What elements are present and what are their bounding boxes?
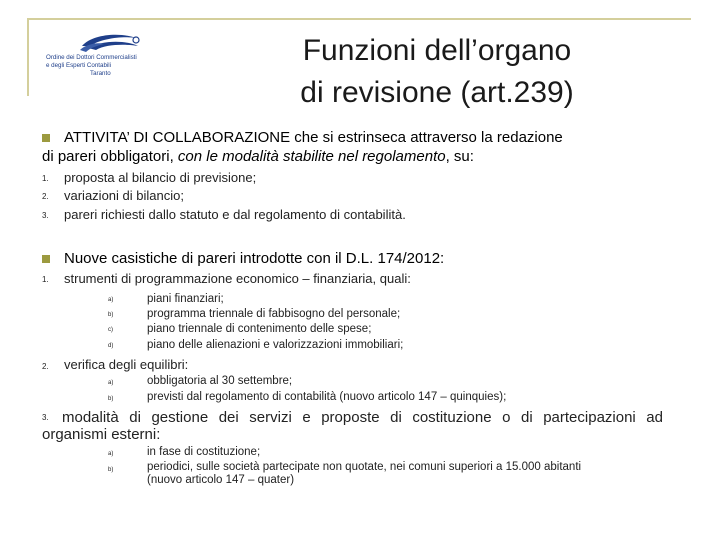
list-item-number: 3. [42,211,49,220]
list-item-number: 1. [42,174,49,183]
logo-line-1: Ordine dei Dottori Commercialisti [46,54,137,61]
sub-item: piani finanziari; [147,293,224,305]
sub-item-letter: a) [108,297,114,303]
page-title [232,30,642,114]
frame-left-line [27,18,29,96]
section2-heading: Nuove casistiche di pareri introdotte con il D.L. 174/2012: [64,250,445,267]
sub-item: periodici, sulle società partecipate non quotate, nei comuni superiori a 15.000 abitanti [147,461,582,473]
list-item: proposta al bilancio di previsione; [64,170,257,185]
sub-item: obbligatoria al 30 settembre; [147,375,293,387]
list-item: verifica degli equilibri: [64,357,189,372]
title-line-2: di revisione (art.239) [300,76,574,109]
list-item-continuation: organismi esterni: [42,426,161,443]
list-item-number: 3. [42,413,49,422]
list-item: variazioni di bilancio; [64,188,184,203]
logo-line-2: e degli Esperti Contabili [46,62,112,69]
sub-item-letter: c) [108,327,113,333]
sub-item-letter: a) [108,380,114,386]
section1-text-line2 [42,148,474,165]
list-item-number: 2. [42,362,49,371]
sub-item-letter: b) [108,396,114,402]
sub-item: in fase di costituzione; [147,446,261,458]
logo-line-3: Taranto [90,70,111,77]
sub-item-letter: b) [108,312,114,318]
sub-item-letter: b) [108,467,114,473]
section1-text-b2-italic: con le modalità stabilite nel regolamento [177,148,446,165]
sub-item-letter: d) [108,343,114,349]
bullet-square-icon [42,255,50,263]
section1-text-b3: , su: [445,148,474,165]
list-item: pareri richiesti dallo statuto e dal regolamento di contabilità. [64,207,406,222]
section1-text-b1: di pareri obbligatori, [42,148,178,165]
frame-top-line [27,18,691,20]
list-item-number: 2. [42,192,49,201]
logo-text [46,54,137,78]
title-line-1: Funzioni dell’organo [302,34,572,67]
sub-item: programma triennale di fabbisogno del personale; [147,308,401,320]
sub-item: piano triennale di contenimento delle spese; [147,323,372,335]
list-item-number: 1. [42,275,49,284]
bullet-square-icon [42,134,50,142]
sub-item-letter: a) [108,451,114,457]
section1-text-line1: ATTIVITA’ DI COLLABORAZIONE che si estrinseca attraverso la redazione [64,129,563,146]
list-item: modalità di gestione dei servizi e proposte di costituzione o di partecipazioni ad [62,409,663,426]
sub-item: previsti dal regolamento di contabilità (nuovo articolo 147 – quinquies); [147,391,507,403]
list-item: strumenti di programmazione economico – finanziaria, quali: [64,271,411,286]
sub-item: piano delle alienazioni e valorizzazioni immobiliari; [147,339,404,351]
sub-item-continuation: (nuovo articolo 147 – quater) [147,474,295,486]
